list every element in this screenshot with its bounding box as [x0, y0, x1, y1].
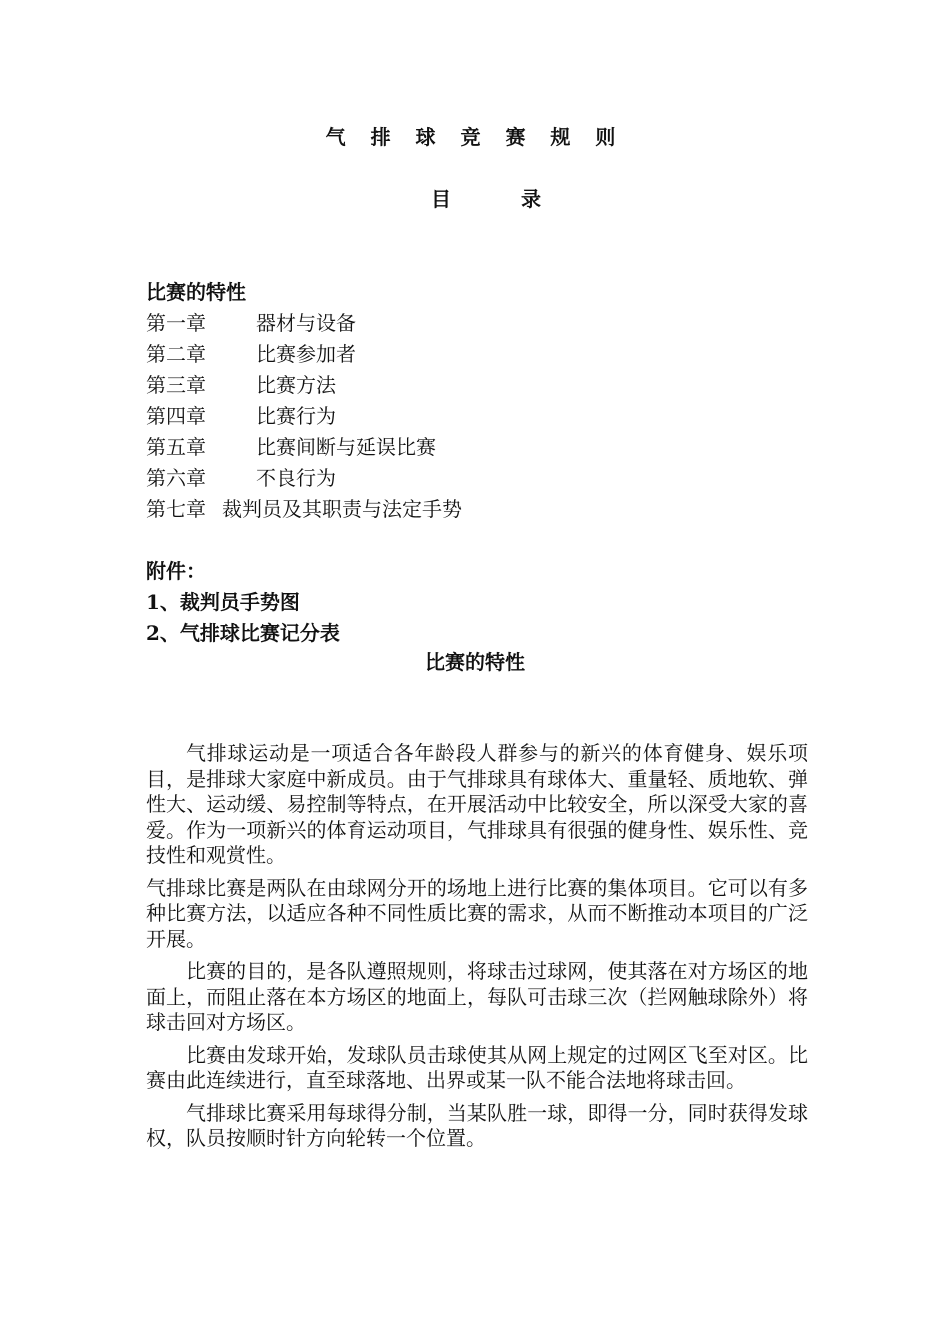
- toc-appendix-1: 1、裁判员手势图: [146, 590, 300, 614]
- toc-chapter-name: 比赛方法: [256, 373, 336, 397]
- toc-chapter-number: 第五章: [146, 435, 206, 459]
- toc-appendix-label: 附件：: [146, 559, 206, 583]
- toc-chapter-number: 第七章: [146, 497, 206, 521]
- paragraph-3: 比赛的目的，是各队遵照规则，将球击过球网，使其落在对方场区的地面上，而阻止落在本方场区的地面上，每队可击球三次（拦网触球除外）将球击回对方场区。: [146, 959, 808, 1034]
- toc-appendix-2: 2、气排球比赛记分表: [146, 621, 340, 645]
- paragraph-4: 比赛由发球开始，发球队员击球使其从网上规定的过网区飞至对区。比赛由此连续进行，直至球落地、出界或某一队不能合法地将球击回。: [146, 1042, 808, 1092]
- toc-chapter-name: 比赛参加者: [256, 342, 356, 366]
- section-body: [146, 741, 808, 1159]
- paragraph-5: 气排球比赛采用每球得分制，当某队胜一球，即得一分，同时获得发球权，队员按顺时针方向轮转一个位置。: [146, 1100, 808, 1150]
- toc-chapter-5: [146, 432, 826, 463]
- toc-chapter-name: 裁判员及其职责与法定手势: [222, 497, 462, 521]
- toc-chapter-number: 第一章: [146, 311, 206, 335]
- toc-chapter-number: 第三章: [146, 373, 206, 397]
- toc-chapter-3: [146, 370, 826, 401]
- toc-chapter-6: [146, 463, 826, 494]
- toc-heading-right: 录: [521, 187, 541, 211]
- toc-chapter-name: 比赛间断与延误比赛: [256, 435, 436, 459]
- toc-intro: 比赛的特性: [146, 280, 246, 304]
- document-title: 气 排 球 竞 赛 规 则: [325, 125, 625, 149]
- table-of-contents: [146, 277, 826, 649]
- toc-chapter-1: [146, 308, 826, 339]
- toc-chapter-2: [146, 339, 826, 370]
- section-title: 比赛的特性: [425, 650, 525, 674]
- toc-chapter-number: 第六章: [146, 466, 206, 490]
- toc-chapter-4: [146, 401, 826, 432]
- toc-chapter-7: [146, 494, 826, 525]
- paragraph-2: 气排球比赛是两队在由球网分开的场地上进行比赛的集体项目。它可以有多种比赛方法，以适应各种不同性质比赛的需求，从而不断推动本项目的广泛开展。: [146, 875, 808, 951]
- toc-spacer: [146, 525, 826, 556]
- toc-chapter-name: 器材与设备: [256, 311, 356, 335]
- toc-chapter-name: 比赛行为: [256, 404, 336, 428]
- paragraph-1: 气排球运动是一项适合各年龄段人群参与的新兴的体育健身、娱乐项目，是排球大家庭中新成员。由于气排球具有球体大、重量轻、质地软、弹性大、运动缓、易控制等特点，在开展活动中比较安全，所以深受大家的喜爱。作为一项新兴的体育运动项目，气排球具有很强的健身性、娱乐性、竞技性和观赏性。: [146, 741, 808, 867]
- toc-chapter-number: 第四章: [146, 404, 206, 428]
- toc-heading-left: 目: [431, 187, 451, 211]
- toc-chapter-name: 不良行为: [256, 466, 336, 490]
- toc-chapter-number: 第二章: [146, 342, 206, 366]
